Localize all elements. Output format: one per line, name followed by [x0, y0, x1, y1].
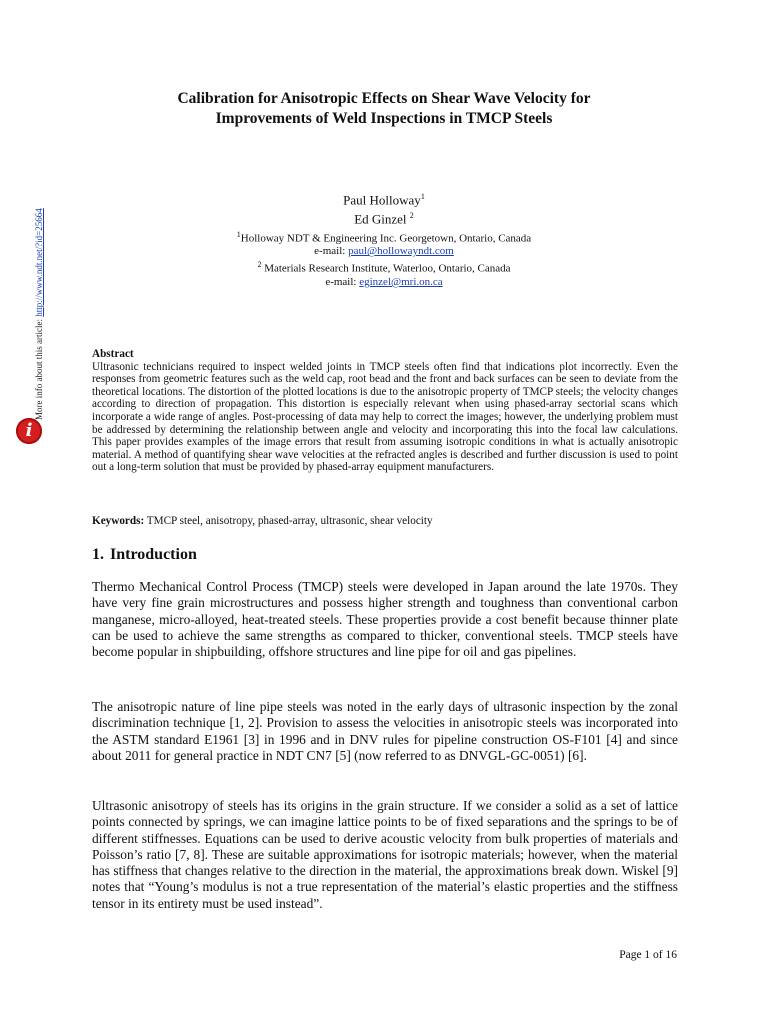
paragraph: Ultrasonic anisotropy of steels has its origins in the grain structure. If we consider a solid as a set of lattice points connected by springs, we can imagine lattice points to be of fixed separations and the springs to be of different stiffnesses. Equations can be used to derive acoustic velocity from bulk properties of materials and Poisson’s ratio [7, 8]. These are suitable approximations for isotropic materials; however, when the material has stiffness that changes relative to the direction in the material, the approximations break down. Wiskel [9] notes that “Young’s modulus is not a true representation of the material’s elastic properties and the stiffness tensor in its entirety must be used instead”. — [92, 798, 678, 911]
abstract-text: Ultrasonic technicians required to inspect welded joints in TMCP steels often find that indications plot incorrectly. Even the responses from geometric features such as the weld cap, root bead and the front and back surfaces can be seen to deviate from the theoretical locations. The distortion of the plotted locations is due to the anisotropic property of TMCP steels; the velocity changes according to direction of propagation. This distortion is especially relevant when using phased-array sectorial scans which incorporate a wide range of angles. Post-processing of data may help to correct the images; however, the underlying problem must be addressed by determining the relationship between angle and velocity and incorporating this into the focal law calculations. This paper provides examples of the image errors that result from assuming isotropic conditions in what is actually anisotropic material. A method of quantifying shear wave velocities at the refracted angles is described and further discussion is used to point out a long-term solution that must be provided by phased-array equipment manufacturers. — [92, 360, 678, 474]
paragraph: Thermo Mechanical Control Process (TMCP) steels were developed in Japan around the late 1970s. They have very fine grain microstructures and possess higher strength and toughness than conventional carbon manganese, micro-alloyed, heat-treated steels. These properties provide a cost benefit because thinner plate can be used to achieve the same strengths as compared to thicker, conventional steels. TMCP steels have become popular in shipbuilding, offshore structures and line pipe for oil and gas pipelines. — [92, 579, 678, 660]
keywords — [92, 515, 678, 527]
keywords-text: TMCP steel, anisotropy, phased-array, ultrasonic, shear velocity — [144, 515, 433, 527]
email-link-1[interactable]: paul@hollowayndt.com — [348, 245, 454, 258]
section-number: 1. — [92, 546, 104, 563]
author-1: Paul Holloway$^1$ — [343, 192, 425, 208]
author-block — [180, 189, 588, 289]
email-line-1: e-mail: paul@hollowayndt.com — [314, 245, 454, 258]
sidebar-note — [24, 180, 44, 420]
sidebar-prefix: More info about this article: — [34, 316, 44, 420]
affiliation-2: $^2$ Materials Research Institute, Waterloo, Ontario, Canada — [257, 260, 511, 275]
affiliation-1: $^1$Holloway NDT & Engineering Inc. Georgetown, Ontario, Canada — [236, 229, 532, 245]
paper-title — [100, 89, 668, 129]
email-link-2[interactable]: eginzel@mri.on.ca — [359, 275, 443, 288]
title-line-2: Improvements of Weld Inspections in TMCP Steels — [215, 110, 553, 127]
keywords-label: Keywords: — [92, 515, 145, 527]
paragraph: The anisotropic nature of line pipe steels was noted in the early days of ultrasonic inspection by the zonal discrimination technique [1, 2]. Provision to assess the velocities in anisotropic steels was incorporated into the ASTM standard E1961 [3] in 1996 and in DNV rules for pipeline construction OS-F101 [4] and since about 2011 for general practice in NDT CN7 [5] (now referred to as DNVGL-GC-0051) [6]. — [92, 699, 678, 763]
page-number: Page 1 of 16 — [619, 949, 677, 961]
email-line-2: e-mail: eginzel@mri.on.ca — [325, 275, 443, 288]
abstract-heading: Abstract — [92, 348, 134, 360]
article-link[interactable]: http://www.ndt.net/?id=25664 — [34, 208, 44, 317]
sidebar-text — [34, 180, 44, 420]
section-title: Introduction — [110, 546, 197, 563]
info-icon[interactable]: i — [16, 418, 42, 444]
section-heading — [92, 546, 197, 564]
author-2: Ed Ginzel $^2$ — [354, 211, 414, 227]
abstract — [92, 348, 678, 474]
title-line-1: Calibration for Anisotropic Effects on Shear Wave Velocity for — [177, 90, 591, 107]
